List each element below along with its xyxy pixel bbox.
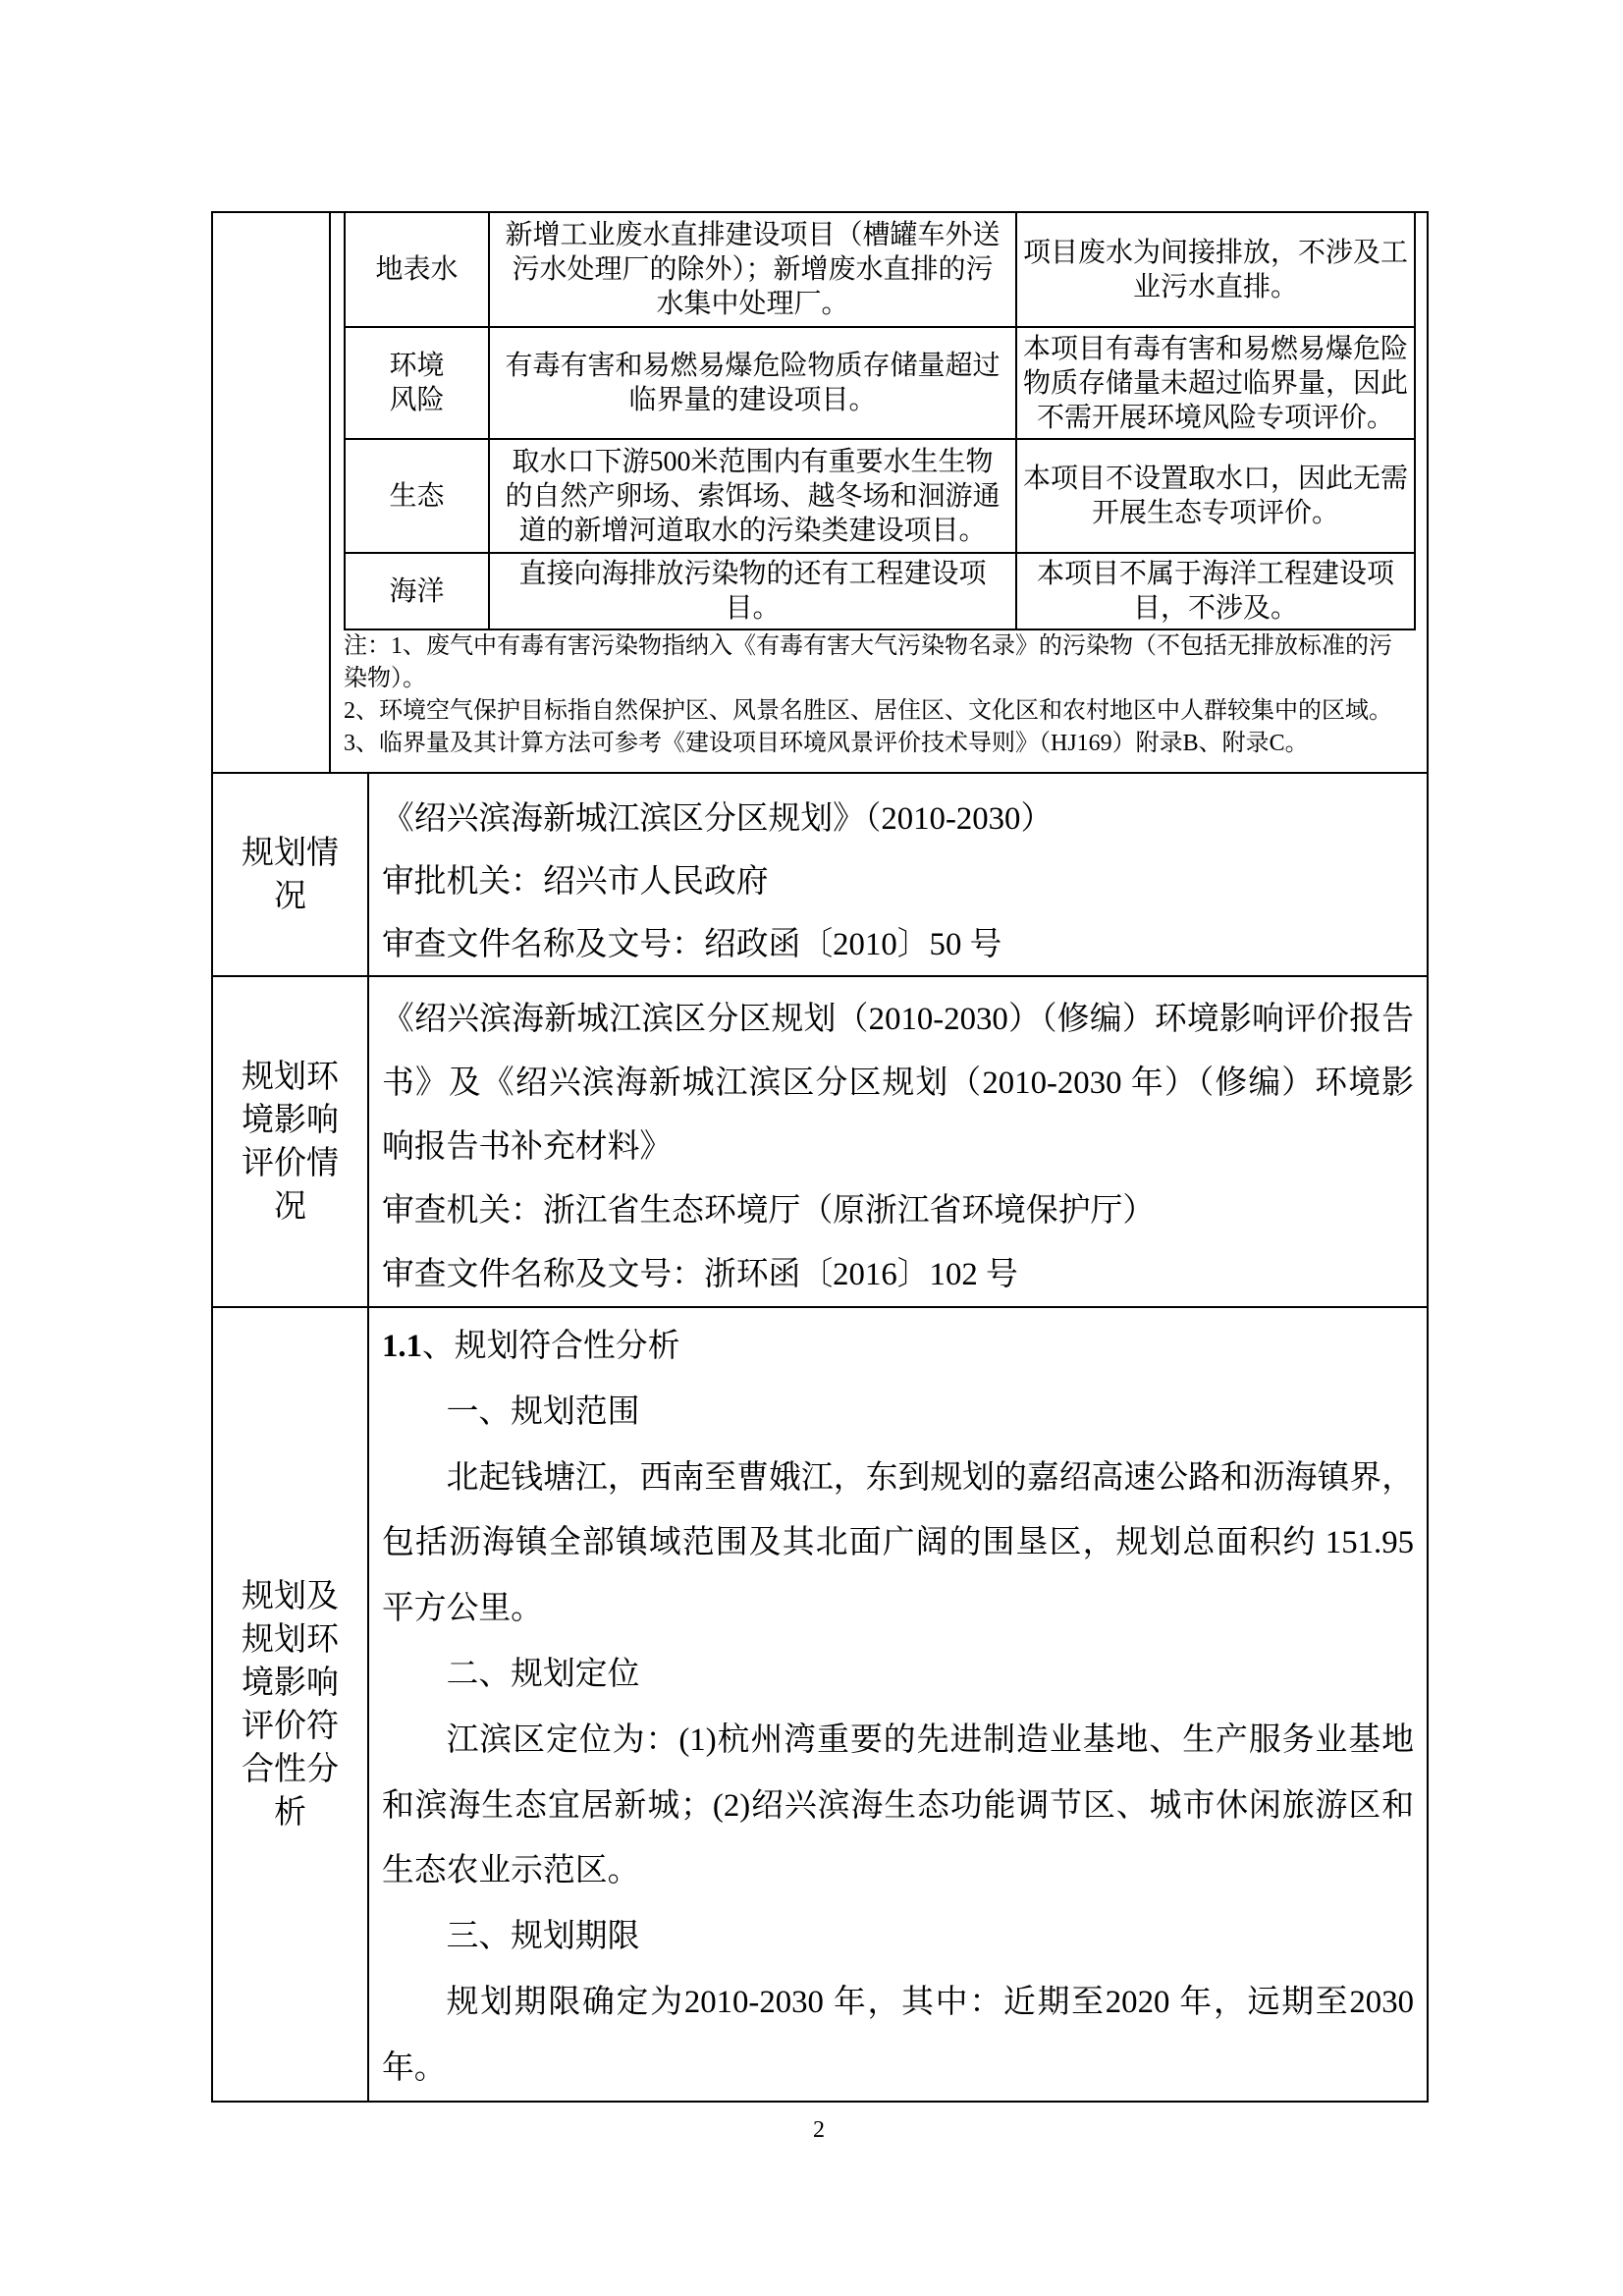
result-cell: 本项目不设置取水口，因此无需开展生态专项评价。: [1016, 439, 1415, 553]
condition-cell: 直接向海排放污染物的还有工程建设项目。: [489, 553, 1016, 629]
note-item: 3、临界量及其计算方法可参考《建设项目环境风景评价技术导则》（HJ169）附录B、附录C。: [344, 731, 1309, 756]
result-cell: 本项目有毒有害和易燃易爆危险物质存储量未超过临界量，因此不需开展环境风险专项评价。: [1016, 327, 1415, 439]
paragraph-scope: 北起钱塘江，西南至曹娥江，东到规划的嘉绍高速公路和沥海镇界，包括沥海镇全部镇域范围及其北面广阔的围垦区，规划总面积约 151.95 平方公里。: [382, 1459, 1414, 1627]
paragraph-positioning: 江滨区定位为：(1)杭州湾重要的先进制造业基地、生产服务业基地和滨海生态宜居新城；(2)绍兴滨海生态功能调节区、城市休闲旅游区和生态农业示范区。: [382, 1722, 1414, 1889]
section-label: 规划及规划环境影响评价符合性分析: [241, 1578, 339, 1831]
paragraph-period: 规划期限确定为2010-2030 年，其中：近期至2020 年，远期至2030 年。: [382, 1984, 1414, 2086]
condition-cell: 有毒有害和易燃易爆危险物质存储量超过临界量的建设项目。: [489, 327, 1016, 439]
section-planning-eia: [211, 975, 1429, 1308]
table-row-surface-water: [345, 212, 1415, 327]
section-label: 规划情况: [241, 835, 339, 914]
heading-number: 1.1: [382, 1329, 422, 1364]
planning-eia-content: [369, 977, 1427, 1306]
review-authority: 审查机关：浙江省生态环境厅（原浙江省环境保护厅）: [382, 1193, 1156, 1229]
result-cell: 本项目不属于海洋工程建设项目，不涉及。: [1016, 553, 1415, 629]
table-row-ecology: [345, 439, 1415, 553]
section-label-cell: [213, 774, 369, 975]
table-row-marine: [345, 553, 1415, 629]
category-cell: 环境 风险: [345, 327, 489, 439]
page-number: 2: [813, 2117, 825, 2143]
approval-authority: 审批机关：绍兴市人民政府: [382, 864, 769, 900]
subheading-positioning: 二、规划定位: [446, 1656, 640, 1692]
section-heading: [382, 1314, 1414, 1380]
table-notes: [344, 630, 1414, 760]
condition-cell: 新增工业废水直排建设项目（槽罐车外送污水处理厂的除外）；新增废水直排的污水集中处理厂。: [489, 212, 1016, 327]
table-row-environmental-risk: [345, 327, 1415, 439]
result-cell: 项目废水为间接排放，不涉及工业污水直排。: [1016, 212, 1415, 327]
compliance-content: [369, 1308, 1427, 2101]
section-label-cell: [213, 1308, 369, 2101]
heading-text: 、规划符合性分析: [422, 1329, 680, 1364]
planning-content: [369, 774, 1427, 975]
section-planning: [211, 772, 1429, 977]
category-cell: 生态: [345, 439, 489, 553]
note-item: 2、环境空气保护目标指自然保护区、风景名胜区、居住区、文化区和农村地区中人群较集中的区域。: [344, 698, 1392, 724]
section-compliance: [211, 1306, 1429, 2103]
subheading-scope: 一、规划范围: [446, 1394, 640, 1430]
section-label-blank: [213, 213, 331, 772]
eia-report-title: 《绍兴滨海新城江滨区分区规划（2010-2030）（修编）环境影响评价报告书》及《绍兴滨海新城江滨区分区规划（2010-2030 年）（修编）环境影响报告书补充材料》: [382, 1002, 1414, 1165]
condition-cell: 取水口下游500米范围内有重要水生生物的自然产卵场、索饵场、越冬场和洄游通道的新增河道取水的污染类建设项目。: [489, 439, 1016, 553]
section-label-cell: [213, 977, 369, 1306]
plan-title: 《绍兴滨海新城江滨区分区规划》（2010-2030）: [382, 801, 1054, 837]
approval-document: 审查文件名称及文号：绍政函〔2010〕50 号: [382, 927, 1002, 962]
category-cell: 海洋: [345, 553, 489, 629]
category-cell: 地表水: [345, 212, 489, 327]
note-item: 注：1、废气中有毒有害污染物指纳入《有毒有害大气污染物名录》的污染物（不包括无排放标准的污染物）。: [344, 633, 1392, 691]
review-document: 审查文件名称及文号：浙环函〔2016〕102 号: [382, 1257, 1018, 1292]
section-label: 规划环境影响评价情况: [241, 1059, 339, 1225]
subheading-period: 三、规划期限: [446, 1919, 640, 1955]
special-assessment-table: [344, 211, 1416, 630]
